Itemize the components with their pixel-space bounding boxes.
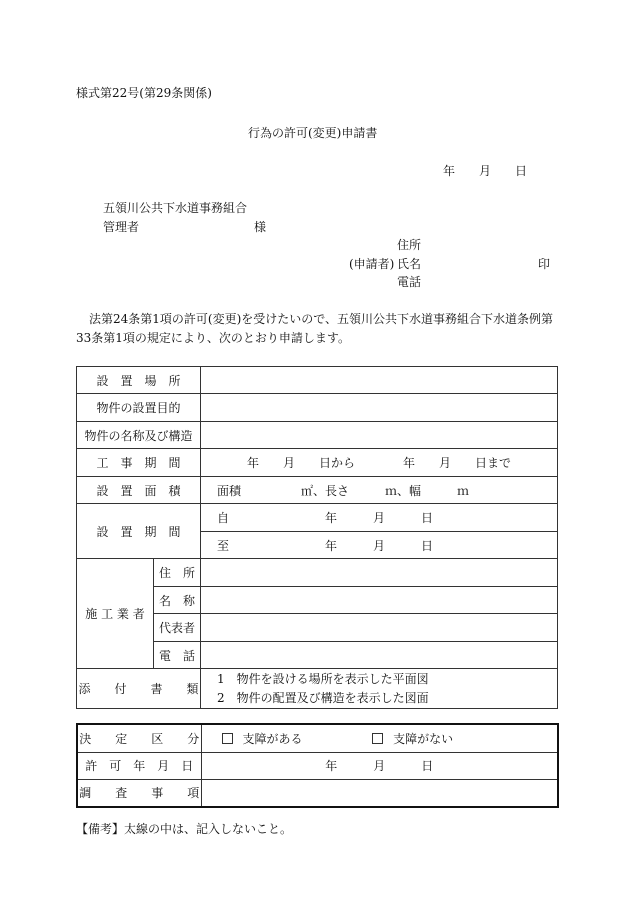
checkbox-icon[interactable] bbox=[372, 733, 383, 744]
work-period-label: 工 事 期 間 bbox=[77, 449, 201, 477]
contractor-name-field[interactable] bbox=[201, 587, 558, 614]
decision-option-1: 支障がある bbox=[242, 731, 303, 746]
survey-label: 調 査 事 項 bbox=[77, 779, 201, 807]
note-bracket: 【備考】 bbox=[76, 822, 125, 836]
addressee-org: 五領川公共下水道事務組合 bbox=[103, 201, 248, 215]
contractor-rep-field[interactable] bbox=[201, 614, 558, 642]
permit-date-label: 許 可 年 月 日 bbox=[77, 752, 201, 779]
contractor-address-field[interactable] bbox=[201, 559, 558, 587]
note-text: 太線の中は、記入しないこと。 bbox=[124, 822, 293, 836]
name-structure-label: 物件の名称及び構造 bbox=[77, 422, 201, 449]
name-structure-field[interactable] bbox=[201, 422, 558, 449]
body-text-line2: 33条第1項の規定により、次のとおり申請します。 bbox=[76, 331, 350, 345]
office-use-table bbox=[76, 723, 559, 808]
install-period-to[interactable]: 至 年 月 日 bbox=[201, 532, 558, 559]
decision-option-2: 支障がない bbox=[393, 731, 454, 746]
contractor-name-label: 名 称 bbox=[154, 587, 201, 614]
contractor-address-label: 住 所 bbox=[154, 559, 201, 587]
applicant-address-label: 住所 bbox=[397, 238, 422, 252]
applicant-phone-label: 電話 bbox=[397, 275, 422, 289]
application-table bbox=[76, 366, 558, 709]
decision-field bbox=[201, 724, 558, 752]
survey-field[interactable] bbox=[201, 779, 558, 807]
contractor-phone-field[interactable] bbox=[201, 642, 558, 669]
seal-mark: 印 bbox=[538, 257, 551, 271]
work-period-field[interactable]: 年 月 日から 年 月 日まで bbox=[201, 449, 558, 477]
applicant-role-label: (申請者) bbox=[349, 257, 395, 271]
addressee-sama: 様 bbox=[254, 220, 267, 234]
location-field[interactable] bbox=[201, 367, 558, 394]
purpose-label: 物件の設置目的 bbox=[77, 394, 201, 422]
note bbox=[76, 820, 292, 837]
attachments-label: 添 付 書 類 bbox=[77, 669, 201, 709]
attachment-item: 2 物件の配置及び構造を表示した図面 bbox=[217, 690, 429, 705]
attachment-item: 1 物件を設ける場所を表示した平面図 bbox=[217, 671, 429, 686]
location-label: 設 置 場 所 bbox=[77, 367, 201, 394]
date-line: 年 月 日 bbox=[443, 164, 528, 178]
checkbox-icon[interactable] bbox=[222, 733, 233, 744]
body-text-line1: 法第24条第1項の許可(変更)を受けたいので、五領川公共下水道事務組合下水道条例第 bbox=[89, 312, 554, 326]
install-period-label: 設 置 期 間 bbox=[77, 504, 201, 559]
area-label: 設 置 面 積 bbox=[77, 477, 201, 504]
attachments-list bbox=[201, 669, 558, 709]
permit-date-field[interactable]: 年 月 日 bbox=[201, 752, 558, 779]
page-title: 行為の許可(変更)申請書 bbox=[248, 126, 378, 140]
purpose-field[interactable] bbox=[201, 394, 558, 422]
contractor-phone-label: 電 話 bbox=[154, 642, 201, 669]
contractor-rep-label: 代表者 bbox=[154, 614, 201, 642]
install-period-from[interactable]: 自 年 月 日 bbox=[201, 504, 558, 532]
area-field[interactable]: 面積 ㎡、長さ ｍ、幅 ｍ bbox=[201, 477, 558, 504]
addressee-manager: 管理者 bbox=[103, 220, 140, 234]
contractor-label: 施 工 業 者 bbox=[77, 559, 154, 669]
form-number: 様式第22号(第29条関係) bbox=[76, 86, 212, 100]
decision-label: 決 定 区 分 bbox=[77, 724, 201, 752]
applicant-name-label: 氏名 bbox=[397, 257, 422, 271]
